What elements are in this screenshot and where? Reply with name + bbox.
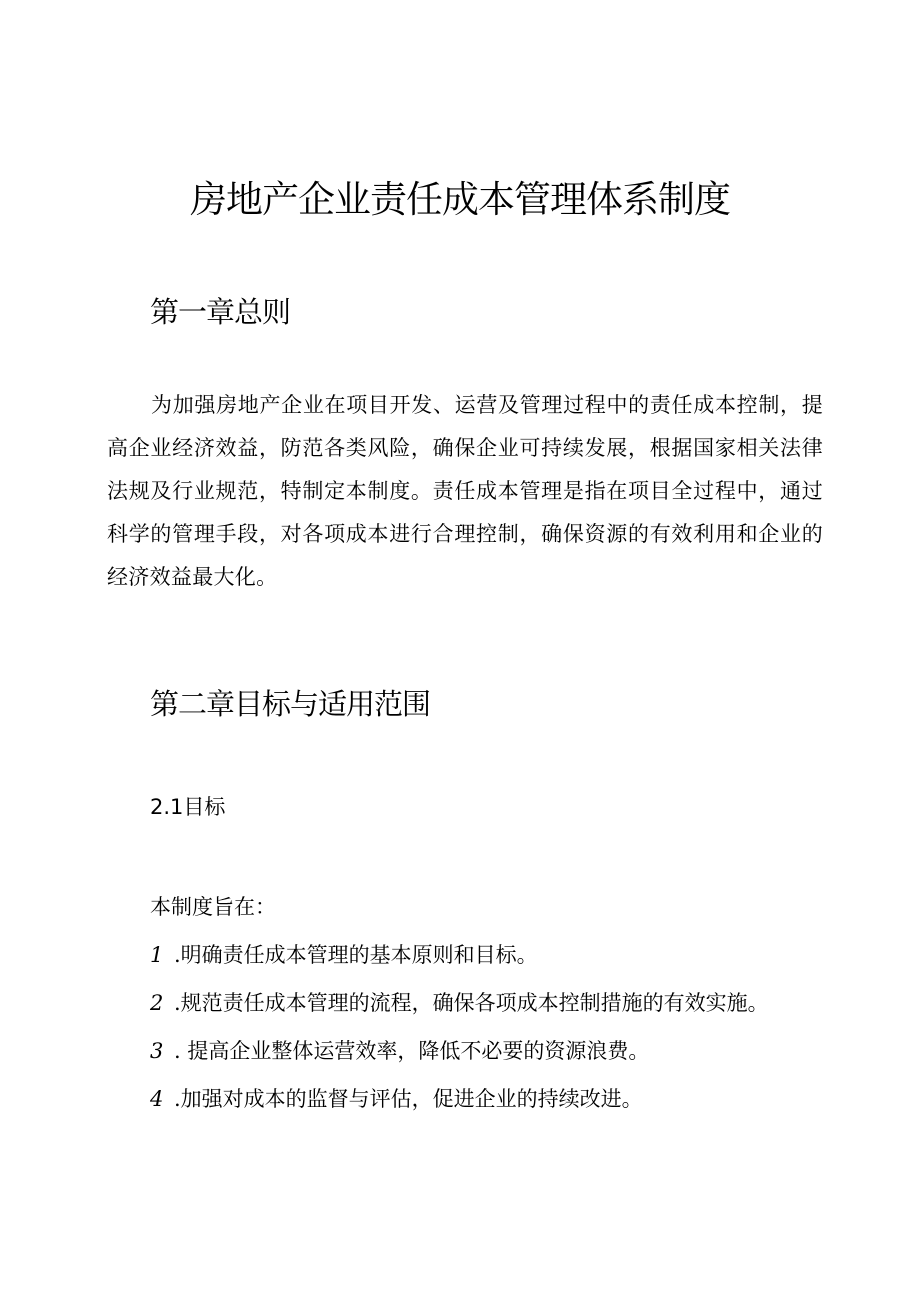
objectives-intro: 本制度旨在： — [150, 895, 276, 919]
list-item — [150, 1082, 769, 1130]
list-item — [150, 986, 769, 1034]
list-item — [150, 1034, 769, 1082]
list-item-text: .明确责任成本管理的基本原则和目标。 — [174, 943, 538, 967]
chapter-1-paragraph: 为加强房地产企业在项目开发、运营及管理过程中的责任成本控制，提高企业经济效益，防范各类风险，确保企业可持续发展，根据国家相关法律法规及行业规范，特制定本制度。责任成本管理是指在项目全过程中，通过科学的管理手段，对各项成本进行合理控制，确保资源的有效利用和企业的经济效益最大化。 — [107, 393, 823, 589]
document-title: 房地产企业责任成本管理体系制度 — [190, 178, 730, 221]
objectives-list — [150, 938, 769, 1130]
list-item — [150, 938, 769, 986]
chapter-2-heading: 第二章目标与适用范围 — [150, 687, 431, 721]
list-item-number: 3 — [150, 1039, 164, 1063]
list-item-number: 1 — [150, 943, 164, 967]
chapter-1-heading: 第一章总则 — [150, 295, 291, 329]
list-item-number: 4 — [150, 1087, 164, 1111]
list-item-text: .加强对成本的监督与评估，促进企业的持续改进。 — [174, 1087, 643, 1111]
list-item-text: . 提高企业整体运营效率，降低不必要的资源浪费。 — [174, 1039, 650, 1063]
list-item-text: .规范责任成本管理的流程，确保各项成本控制措施的有效实施。 — [174, 991, 769, 1015]
section-2-1-heading: 2.1目标 — [150, 795, 226, 819]
list-item-number: 2 — [150, 991, 164, 1015]
